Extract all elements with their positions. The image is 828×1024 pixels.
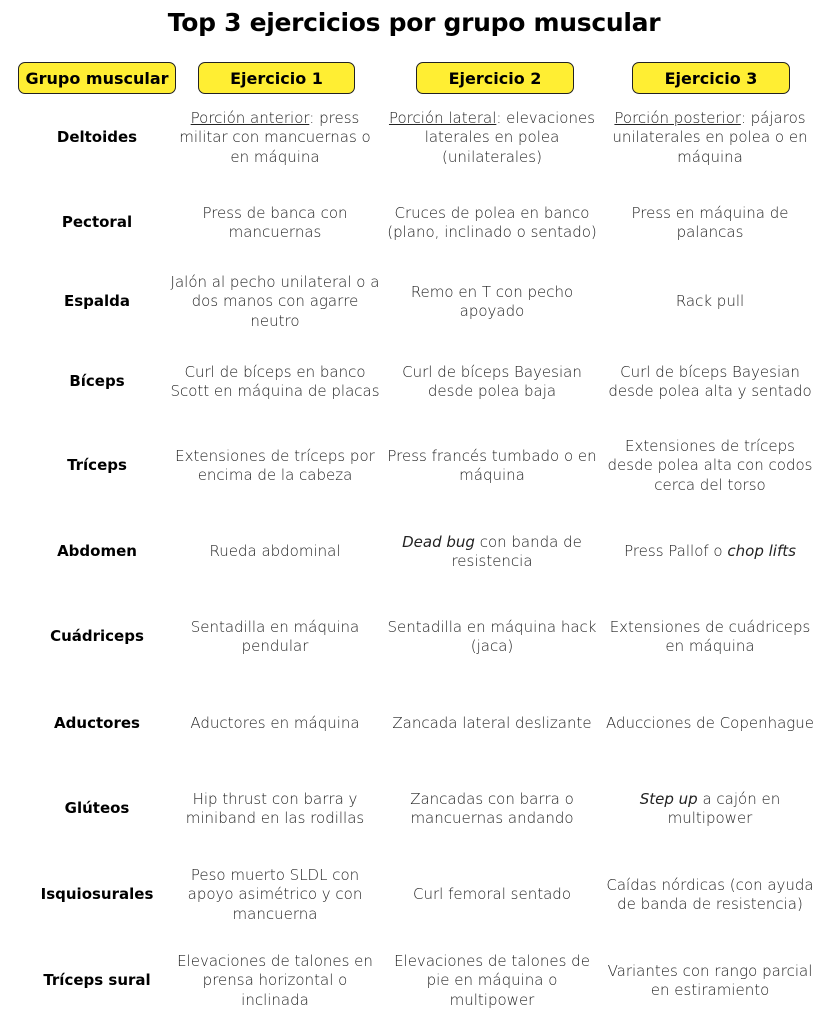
- exercise-2-cell: [386, 686, 598, 762]
- table-row: [0, 686, 828, 762]
- exercise-text: : elevaciones laterales en polea (unilaterales): [424, 108, 596, 166]
- exercise-text: Press Pallof o: [624, 542, 728, 561]
- muscle-group-label: Cuádriceps: [50, 627, 144, 646]
- exercise-text: Rueda abdominal: [209, 542, 341, 561]
- exercise-2-cell: [386, 100, 598, 176]
- exercise-3-cell: [604, 344, 816, 420]
- exercise-3-cell: [604, 599, 816, 675]
- exercise-emphasis: Dead bug: [402, 532, 475, 551]
- muscle-group-label: Tríceps sural: [43, 971, 151, 990]
- exercise-text: Elevaciones de talones en prensa horizontal o inclinada: [177, 951, 373, 1009]
- exercise-2-cell: [386, 514, 598, 590]
- exercise-3-cell: [604, 514, 816, 590]
- exercise-text: : press militar con mancuernas o en máquina: [179, 108, 371, 166]
- table-row: [0, 599, 828, 675]
- exercise-3-cell: [604, 771, 816, 847]
- exercise-2-cell: [386, 344, 598, 420]
- table-row: [0, 857, 828, 933]
- header-ejercicio-1: Ejercicio 1: [198, 62, 355, 94]
- table-row: [0, 185, 828, 261]
- exercise-text: Curl de bíceps Bayesian desde polea baja: [402, 362, 582, 400]
- exercise-text: Aductores en máquina: [190, 714, 360, 733]
- muscle-group-label: Aductores: [54, 714, 140, 733]
- header-grupo-muscular: Grupo muscular: [18, 62, 176, 94]
- table-row: [0, 100, 828, 176]
- muscle-group-label: Tríceps: [67, 456, 127, 475]
- muscle-group-label: Espalda: [63, 292, 131, 311]
- exercise-2-cell: [386, 857, 598, 933]
- exercise-text: Extensiones de cuádriceps en máquina: [609, 617, 811, 655]
- exercise-text: Press de banca con mancuernas: [202, 203, 348, 241]
- exercise-3-cell: [604, 264, 816, 340]
- muscle-group-label: Glúteos: [64, 799, 130, 818]
- exercise-text: Curl de bíceps Bayesian desde polea alta y sentado: [608, 362, 812, 400]
- exercise-1-cell: [170, 344, 380, 420]
- exercise-1-cell: [170, 428, 380, 504]
- exercise-2-cell: [386, 771, 598, 847]
- exercise-text: con banda de resistencia: [451, 532, 582, 570]
- exercise-1-cell: [170, 100, 380, 176]
- exercise-3-cell: [604, 428, 816, 504]
- exercise-1-cell: [170, 264, 380, 340]
- page-title: Top 3 ejercicios por grupo muscular: [167, 8, 661, 37]
- exercise-text: Zancadas con barra o mancuernas andando: [410, 789, 574, 827]
- exercise-text: Elevaciones de talones de pie en máquina o multipower: [394, 951, 590, 1009]
- exercise-emphasis: chop lifts: [727, 542, 796, 561]
- exercise-3-cell: [604, 686, 816, 762]
- exercise-text: Caídas nórdicas (con ayuda de banda de resistencia): [606, 875, 814, 913]
- exercise-1-cell: [170, 185, 380, 261]
- exercise-text: Hip thrust con barra y miniband en las rodillas: [185, 789, 365, 827]
- exercise-emphasis: Porción lateral: [388, 108, 497, 127]
- exercise-text: Extensiones de tríceps desde polea alta con codos cerca del torso: [607, 436, 813, 494]
- exercise-text: Sentadilla en máquina hack (jaca): [387, 617, 597, 655]
- exercise-2-cell: [386, 599, 598, 675]
- header-ejercicio-3: Ejercicio 3: [632, 62, 790, 94]
- exercise-text: : pájaros unilaterales en polea o en máquina: [612, 108, 808, 166]
- exercise-2-cell: [386, 185, 598, 261]
- exercise-2-cell: [386, 264, 598, 340]
- exercise-1-cell: [170, 514, 380, 590]
- muscle-group-label: Abdomen: [57, 542, 137, 561]
- exercise-emphasis: Step up: [639, 789, 698, 808]
- muscle-group-label: Deltoides: [56, 128, 138, 147]
- exercise-emphasis: Porción anterior: [190, 108, 310, 127]
- exercise-text: Jalón al pecho unilateral o a dos manos con agarre neutro: [170, 272, 380, 330]
- exercise-text: Variantes con rango parcial en estiramiento: [607, 961, 813, 999]
- exercise-text: Rack pull: [675, 292, 745, 311]
- exercise-text: Extensiones de tríceps por encima de la cabeza: [175, 446, 375, 484]
- exercise-3-cell: [604, 185, 816, 261]
- table-row: [0, 943, 828, 1019]
- table-row: [0, 428, 828, 504]
- exercise-text: Press francés tumbado o en máquina: [387, 446, 597, 484]
- exercise-2-cell: [386, 943, 598, 1019]
- exercise-1-cell: [170, 771, 380, 847]
- exercise-3-cell: [604, 857, 816, 933]
- exercise-3-cell: [604, 943, 816, 1019]
- exercise-text: Cruces de polea en banco (plano, inclinado o sentado): [387, 203, 597, 241]
- table-row: [0, 264, 828, 340]
- exercise-text: Press en máquina de palancas: [631, 203, 789, 241]
- table-row: [0, 514, 828, 590]
- muscle-group-label: Isquiosurales: [40, 885, 154, 904]
- exercise-text: Curl de bíceps en banco Scott en máquina de placas: [170, 362, 380, 400]
- table-row: [0, 344, 828, 420]
- exercise-text: a cajón en multipower: [667, 789, 781, 827]
- table-row: [0, 771, 828, 847]
- muscle-group-label: Bíceps: [69, 372, 125, 391]
- exercise-text: Aducciones de Copenhague: [605, 714, 815, 733]
- exercise-text: Zancada lateral deslizante: [392, 714, 592, 733]
- header-ejercicio-2: Ejercicio 2: [416, 62, 574, 94]
- exercise-1-cell: [170, 686, 380, 762]
- exercise-1-cell: [170, 599, 380, 675]
- exercise-text: Sentadilla en máquina pendular: [190, 617, 360, 655]
- exercise-1-cell: [170, 857, 380, 933]
- exercise-2-cell: [386, 428, 598, 504]
- muscle-group-label: Pectoral: [61, 213, 133, 232]
- exercise-emphasis: Porción posterior: [614, 108, 741, 127]
- exercise-text: Curl femoral sentado: [413, 885, 571, 904]
- exercise-text: Remo en T con pecho apoyado: [410, 282, 574, 320]
- exercise-3-cell: [604, 100, 816, 176]
- exercise-text: Peso muerto SLDL con apoyo asimétrico y con mancuerna: [187, 865, 363, 923]
- exercise-1-cell: [170, 943, 380, 1019]
